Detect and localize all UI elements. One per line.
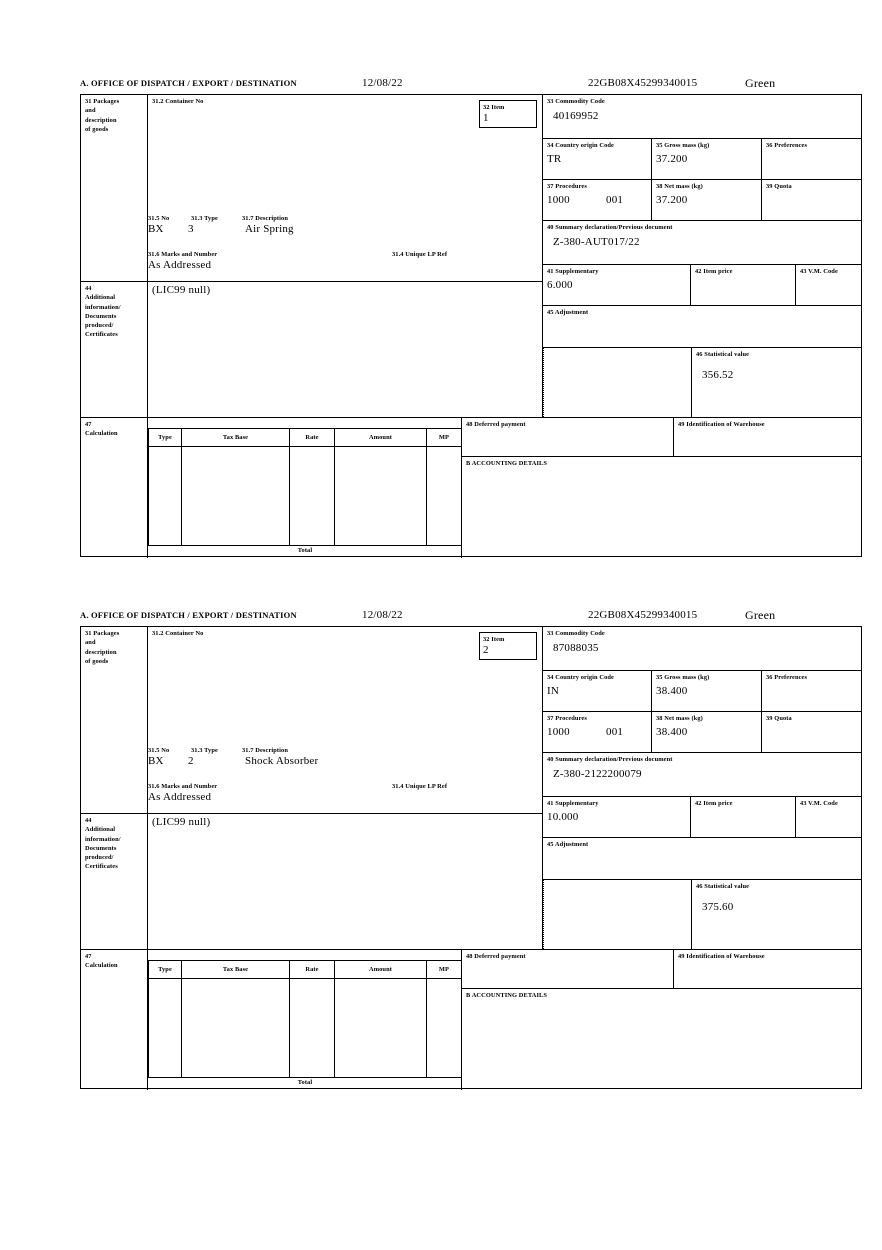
box-49-label: 49 Identification of Warehouse [678,953,765,960]
box-31-label-line4: of goods [85,125,109,133]
box-33-value: 40169952 [553,110,599,123]
box-44-label-line6: Certificates [85,331,118,339]
box-32-value: 2 [483,644,489,657]
box-31-description-row [148,214,542,250]
box-31-label-line2: and [85,639,96,647]
box-37-procedures [543,712,652,753]
box-31-6-value: As Addressed [148,259,212,271]
box-B-accounting-details [462,989,862,1090]
box-32-item [479,100,537,128]
box-37-value-2: 001 [606,726,624,738]
box-41-label: 41 Supplementary [547,268,599,275]
box-34-value: IN [547,685,560,698]
calc-header-type: Type [158,434,172,441]
box-49-label: 49 Identification of Warehouse [678,421,765,428]
box-46-statistical-value [692,880,862,949]
box-41-value: 10.000 [547,811,579,824]
box-44-value: (LIC99 null) [152,284,211,296]
box-31-6-value: As Addressed [148,791,212,803]
box-31-2-label: 31.2 Container No [152,630,204,637]
box-44-label-line3: information/ [85,303,121,311]
calc-total-label: Total [297,547,313,554]
box-44-label-line5: produced/ [85,854,114,862]
box-B-label: B ACCOUNTING DETAILS [466,460,548,467]
box-46-value: 375.60 [702,901,734,914]
box-32-item [479,632,537,660]
box-39-quota [762,180,862,221]
box-47-label-line1: 47 [85,953,92,960]
box-39-quota [762,712,862,753]
box-44-additional-information [148,282,542,417]
box-48-deferred-payment [462,950,674,989]
routing-lane: Green [745,608,776,622]
box-36-label: 36 Preferences [766,674,808,681]
box-44-label-line1: 44 [85,817,92,824]
box-31-3-label: 31.3 Type [191,747,218,754]
calc-header-amount: Amount [369,966,392,973]
calc-header-rate: Rate [305,434,319,441]
box-33-label: 33 Commodity Code [547,98,605,105]
box-37-label: 37 Procedures [547,715,587,722]
office-of-dispatch-label: A. OFFICE OF DISPATCH / EXPORT / DESTINATION [80,610,297,620]
box-45-label: 45 Adjustment [547,841,589,848]
box-31-description-row [148,746,542,782]
box-36-preferences [762,139,862,180]
calc-header-tax-base: Tax Base [222,966,249,973]
box-40-label: 40 Summary declaration/Previous document [547,756,673,763]
box-31-7-value: Shock Absorber [245,755,319,767]
box-37-value-1: 1000 [547,194,570,206]
box-40-label: 40 Summary declaration/Previous document [547,224,673,231]
box-46-label: 46 Statistical value [696,351,750,358]
box-40-value: Z-380-2122200079 [553,768,642,781]
box-44-label-line2: Additional [85,294,116,302]
box-35-gross-mass [652,671,762,712]
box-38-value: 37.200 [656,194,688,207]
box-31-label-line3: description [85,648,117,656]
box-38-net-mass [652,180,762,221]
box-44-label-line4: Documents [85,312,117,320]
box-35-gross-mass [652,139,762,180]
box-42-item-price [691,265,796,306]
box-31-label-col [81,627,147,813]
box-41-value: 6.000 [547,279,573,292]
calculation-table [148,960,462,1078]
box-35-label: 35 Gross mass (kg) [656,674,710,681]
box-47-label-line2: Calculation [85,430,118,438]
box-31-7-label: 31.7 Description [242,747,288,754]
box-44-label-col [81,814,147,949]
box-44-additional-information [148,814,542,949]
box-43-vm-code [796,797,862,838]
box-44-label-line6: Certificates [85,863,118,871]
box-39-label: 39 Quota [766,715,792,722]
box-32-label: 32 Item [483,636,505,643]
calc-header-divider [149,446,461,447]
box-40-value: Z-380-AUT017/22 [553,236,640,249]
box-47-label-col [81,950,147,1090]
box-33-value: 87088035 [553,642,599,655]
declaration-date: 12/08/22 [362,609,403,621]
box-31-label-line1: 31 Packages [85,630,120,637]
box-44-label-line5: produced/ [85,322,114,330]
box-31-marks-row [148,250,542,281]
box-47-label-line1: 47 [85,421,92,428]
movement-reference-number: 22GB08X45299340015 [588,609,698,621]
calc-header-mp: MP [438,966,450,973]
box-42-item-price [691,797,796,838]
box-47-label-line2: Calculation [85,962,118,970]
box-36-preferences [762,671,862,712]
box-33-commodity-code [543,95,862,139]
box-46-value: 356.52 [702,369,734,382]
box-34-country-origin [543,139,652,180]
box-33-label: 33 Commodity Code [547,630,605,637]
box-37-procedures [543,180,652,221]
divider-dotted-46 [543,348,544,417]
box-37-label: 37 Procedures [547,183,587,190]
box-31-label-line3: description [85,116,117,124]
box-38-value: 38.400 [656,726,688,739]
calc-header-amount: Amount [369,434,392,441]
box-36-label: 36 Preferences [766,142,808,149]
box-46-label: 46 Statistical value [696,883,750,890]
box-43-vm-code [796,265,862,306]
box-35-value: 38.400 [656,685,688,698]
box-31-3-label: 31.3 Type [191,215,218,222]
box-31-3-value: 2 [188,755,194,767]
box-44-value: (LIC99 null) [152,816,211,828]
box-42-label: 42 Item price [695,800,733,807]
box-31-label-line1: 31 Packages [85,98,120,105]
box-45-adjustment [543,838,862,880]
calc-header-type: Type [158,966,172,973]
box-31-6-label: 31.6 Marks and Number [148,783,218,790]
box-B-label: B ACCOUNTING DETAILS [466,992,548,999]
box-31-label-line2: and [85,107,96,115]
calculation-table [148,428,462,546]
box-34-value: TR [547,153,562,166]
box-31-5-label: 31.5 No [148,747,170,754]
box-31-marks-row [148,782,542,813]
box-40-previous-document [543,221,862,265]
divider-dotted-46 [543,880,544,949]
calc-header-divider [149,978,461,979]
calc-total-label: Total [297,1079,313,1086]
box-43-label: 43 V.M. Code [800,268,838,275]
box-31-label-col [81,95,147,281]
box-45-label: 45 Adjustment [547,309,589,316]
box-34-label: 34 Country origin Code [547,142,614,149]
box-37-value-2: 001 [606,194,624,206]
calc-header-tax-base: Tax Base [222,434,249,441]
box-44-label-col [81,282,147,417]
movement-reference-number: 22GB08X45299340015 [588,77,698,89]
box-45-adjustment [543,306,862,348]
box-31-7-value: Air Spring [245,223,294,235]
box-31-4-label: 31.4 Unique LP Ref [392,251,448,258]
box-49-warehouse [674,418,862,457]
box-37-value-1: 1000 [547,726,570,738]
box-31-5-value: BX [148,223,164,235]
box-49-warehouse [674,950,862,989]
box-44-label-line4: Documents [85,844,117,852]
box-31-label-line4: of goods [85,657,109,665]
sheet-header [80,78,862,94]
calc-header-rate: Rate [305,966,319,973]
box-40-previous-document [543,753,862,797]
calc-header-mp: MP [438,434,450,441]
box-B-accounting-details [462,457,862,558]
declaration-frame [80,94,862,557]
box-43-label: 43 V.M. Code [800,800,838,807]
box-48-label: 48 Deferred payment [466,421,526,428]
box-48-label: 48 Deferred payment [466,953,526,960]
box-35-label: 35 Gross mass (kg) [656,142,710,149]
box-31-7-label: 31.7 Description [242,215,288,222]
box-46-statistical-value [692,348,862,417]
box-31-2-label: 31.2 Container No [152,98,204,105]
box-41-supplementary [543,265,691,306]
box-38-label: 38 Net mass (kg) [656,715,703,722]
box-41-label: 41 Supplementary [547,800,599,807]
customs-declaration-item-1 [80,78,862,557]
box-44-label-line3: information/ [85,835,121,843]
declaration-date: 12/08/22 [362,77,403,89]
box-35-value: 37.200 [656,153,688,166]
box-31-5-label: 31.5 No [148,215,170,222]
box-48-deferred-payment [462,418,674,457]
box-44-label-line1: 44 [85,285,92,292]
office-of-dispatch-label: A. OFFICE OF DISPATCH / EXPORT / DESTINATION [80,78,297,88]
box-32-value: 1 [483,112,489,125]
customs-declaration-item-2 [80,610,862,1089]
routing-lane: Green [745,76,776,90]
box-39-label: 39 Quota [766,183,792,190]
sheet-header [80,610,862,626]
box-34-label: 34 Country origin Code [547,674,614,681]
box-34-country-origin [543,671,652,712]
box-41-supplementary [543,797,691,838]
box-32-label: 32 Item [483,104,505,111]
box-42-label: 42 Item price [695,268,733,275]
box-47-label-col [81,418,147,558]
box-38-net-mass [652,712,762,753]
box-31-3-value: 3 [188,223,194,235]
box-31-6-label: 31.6 Marks and Number [148,251,218,258]
box-38-label: 38 Net mass (kg) [656,183,703,190]
box-44-label-line2: Additional [85,826,116,834]
declaration-frame [80,626,862,1089]
box-31-4-label: 31.4 Unique LP Ref [392,783,448,790]
box-31-5-value: BX [148,755,164,767]
box-33-commodity-code [543,627,862,671]
